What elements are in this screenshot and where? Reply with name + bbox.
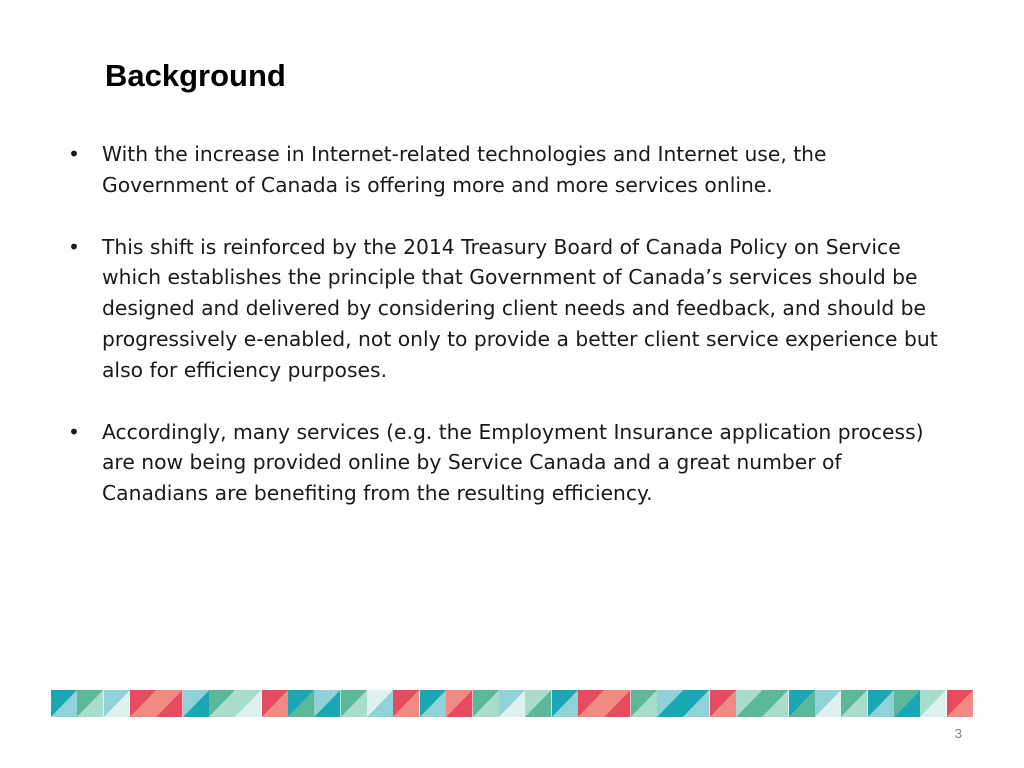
- decor-tile: [446, 690, 472, 717]
- decor-tile: [420, 690, 446, 717]
- decor-tile: [552, 690, 578, 717]
- decor-tile: [894, 690, 920, 717]
- decor-tile: [262, 690, 288, 717]
- decor-tile: [815, 690, 841, 717]
- decor-tile: [51, 690, 77, 717]
- decor-tile: [736, 690, 762, 717]
- bullet-item: [68, 417, 948, 509]
- bullet-marker: •: [68, 234, 80, 259]
- decor-tile: [130, 690, 156, 717]
- decor-tile: [789, 690, 815, 717]
- bullet-marker: •: [68, 142, 80, 166]
- page-number: 3: [954, 726, 962, 741]
- decor-tile: [288, 690, 314, 717]
- decor-tile: [762, 690, 788, 717]
- decor-tile: [947, 690, 973, 717]
- bullet-text: Accordingly, many services (e.g. the Employment Insurance application process) are now being provided online by Service Canada and a great number of Canadians are benefiting from the resulting efficiency.: [102, 419, 924, 506]
- decor-tile: [235, 690, 261, 717]
- bullet-marker: •: [68, 419, 80, 444]
- decor-tile: [156, 690, 182, 717]
- bullet-item: [68, 232, 948, 386]
- decor-tile: [868, 690, 894, 717]
- bullet-text: With the increase in Internet-related technologies and Internet use, the Government of Canada is offering more and more services online.: [102, 142, 827, 197]
- decor-tile: [604, 690, 630, 717]
- decor-tile: [841, 690, 867, 717]
- decor-tile: [631, 690, 657, 717]
- decor-tile: [710, 690, 736, 717]
- decor-tile: [314, 690, 340, 717]
- decor-tile: [473, 690, 499, 717]
- bullet-list: [68, 139, 948, 540]
- decor-tile: [209, 690, 235, 717]
- bullet-text: This shift is reinforced by the 2014 Treasury Board of Canada Policy on Service which establishes the principle that Government of Canada’s services should be designed and delivered by considering client needs and feedback, and should be progressively e-enabled, not only to provide a better client service experience but also for efficiency purposes.: [102, 234, 938, 382]
- decor-tile: [920, 690, 946, 717]
- decor-tile: [77, 690, 103, 717]
- decor-tile: [499, 690, 525, 717]
- decor-tile: [367, 690, 393, 717]
- decor-tile: [525, 690, 551, 717]
- decor-tile: [578, 690, 604, 717]
- slide-title: Background: [105, 58, 286, 93]
- decor-tile: [341, 690, 367, 717]
- decor-tile: [393, 690, 419, 717]
- decorative-triangle-strip: [51, 690, 973, 717]
- decor-tile: [183, 690, 209, 717]
- decor-tile: [683, 690, 709, 717]
- decor-tile: [657, 690, 683, 717]
- decor-tile: [104, 690, 130, 717]
- bullet-item: [68, 139, 948, 201]
